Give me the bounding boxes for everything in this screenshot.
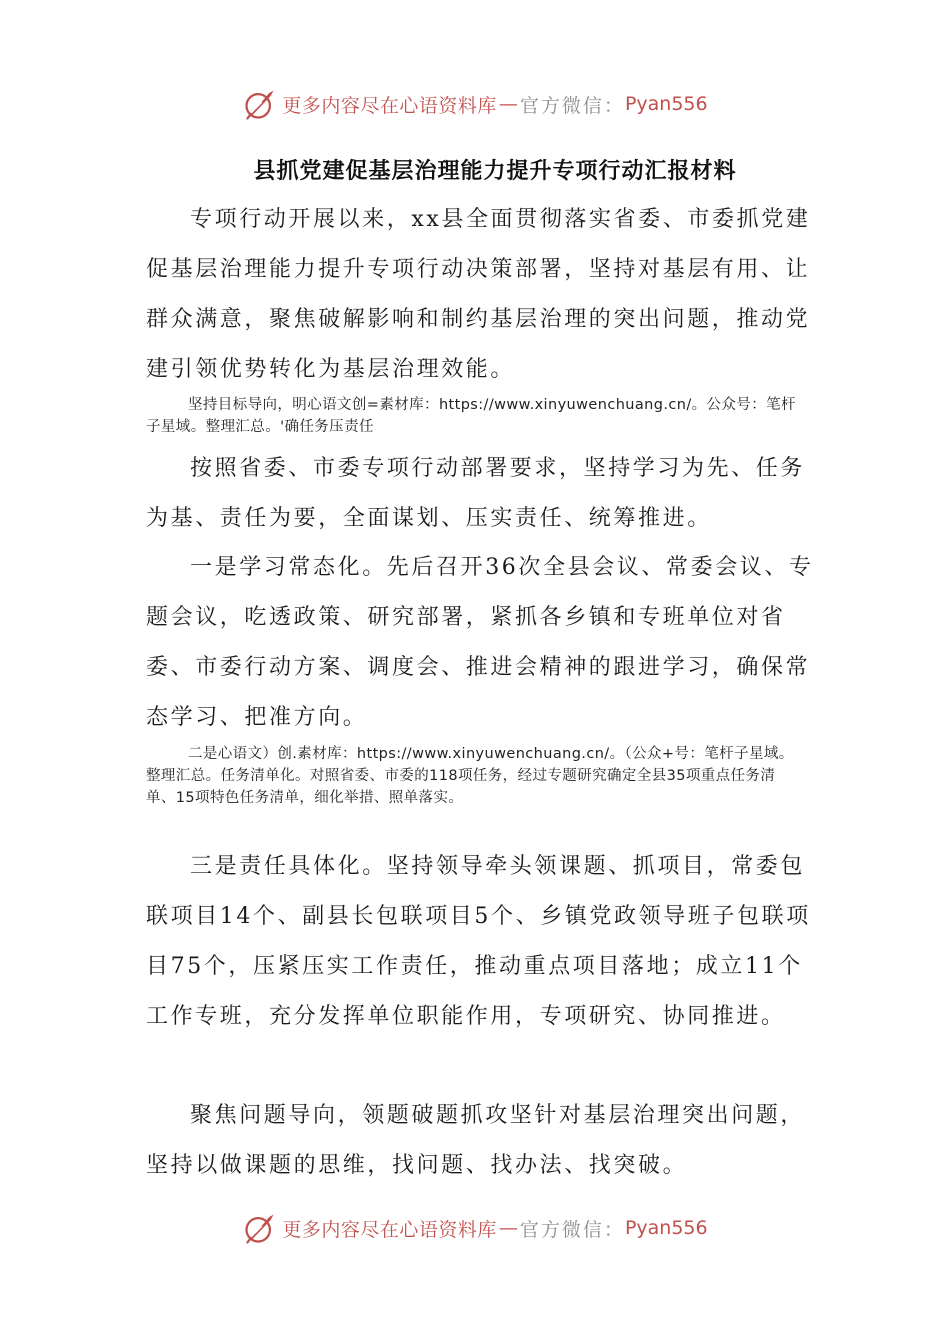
banner-text: 更多内容尽在心语资料库 <box>282 94 497 117</box>
note-task-list: 二是心语文）创.素材库：https://www.xinyuwenchuang.cn/。（公众+号：笔杆子星域。整理汇总。任务清单化。对照省委、市委的118项任务，经过专题研究确定全县35项重点任务清单、15项特色任务清单，细化举措、照单落实。 <box>146 746 794 806</box>
banner-wechat-id: Pyan556 <box>624 1217 708 1239</box>
footer-banner <box>0 1208 950 1248</box>
paragraph-study: 一是学习常态化。先后召开36次全县会议、常委会议、专题会议，吃透政策、研究部署，紧抓各乡镇和专班单位对省委、市委行动方案、调度会、推进会精神的跟进学习，确保常态学习、把准方向。 <box>146 555 814 730</box>
banner-text: 更多内容尽在心语资料库 <box>282 1218 497 1241</box>
banner-label: 官方微信： <box>519 1218 625 1241</box>
paragraph-responsibility: 三是责任具体化。坚持领导牵头领课题、抓项目，常委包联项目14个、副县长包联项目5个、乡镇党政领导班子包联项目75个，压紧压实工作责任，推动重点项目落地；成立11个工作专班，充分发挥单位职能作用，专项研究、协同推进。 <box>146 854 811 1029</box>
paragraph-intro: 专项行动开展以来，xx县全面贯彻落实省委、市委抓党建促基层治理能力提升专项行动决策部署，坚持对基层有用、让群众满意，聚焦破解影响和制约基层治理的突出问题，推动党建引领优势转化为基层治理效能。 <box>146 207 811 382</box>
note-target-orientation: 坚持目标导向，明心语文创=素材库：https://www.xinyuwenchuang.cn/。公众号：笔杆子星域。整理汇总。'确任务压责任 <box>146 397 796 435</box>
header-banner <box>0 84 950 124</box>
banner-separator: — <box>498 1217 518 1239</box>
paragraph-deployment: 按照省委、市委专项行动部署要求，坚持学习为先、任务为基、责任为要，全面谋划、压实责任、统筹推进。 <box>146 456 806 531</box>
document-title: 县抓党建促基层治理能力提升专项行动汇报材料 <box>253 159 737 184</box>
paragraph-problem-orientation: 聚焦问题导向，领题破题抓攻坚针对基层治理突出问题，坚持以做课题的思维，找问题、找办法、找突破。 <box>146 1103 806 1178</box>
banner-wechat-id: Pyan556 <box>624 93 708 115</box>
quill-logo-icon <box>242 86 278 122</box>
quill-logo-icon <box>242 1210 278 1246</box>
banner-separator: — <box>498 93 518 115</box>
banner-label: 官方微信： <box>519 94 625 117</box>
